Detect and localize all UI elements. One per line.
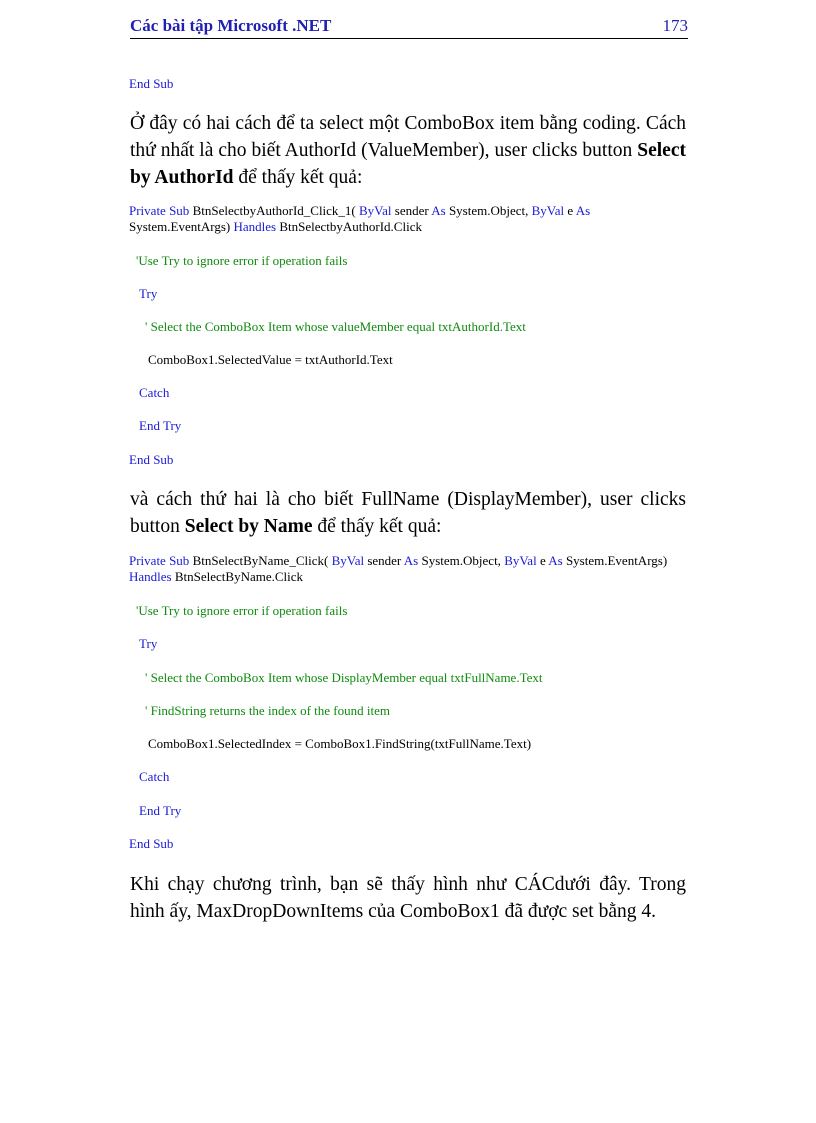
code-try-2: Try xyxy=(139,636,158,651)
code-try: Try xyxy=(139,286,158,301)
code-end-try: End Try xyxy=(139,418,182,433)
code-end-try-2: End Try xyxy=(139,803,182,818)
paragraph-second-method: và cách thứ hai là cho biết FullName (DisplayMember), user clicks button Select by Name để thấy kết quả: xyxy=(130,489,686,537)
paragraph-result: Khi chạy chương trình, bạn sẽ thấy hình như CÁCdưới đây. Trong hình ấy, MaxDropDownItems của ComboBox1 đã được set bằng 4. xyxy=(130,874,686,922)
header-title: Các bài tập Microsoft .NET xyxy=(130,16,332,35)
code-comment-findstring: ' FindString returns the index of the found item xyxy=(145,703,390,718)
code-statement-2: ComboBox1.SelectedIndex = ComboBox1.FindString(txtFullName.Text) xyxy=(148,736,532,751)
code-end-sub-2: End Sub xyxy=(129,452,174,467)
code-end-sub-3: End Sub xyxy=(129,836,174,851)
code-catch-2: Catch xyxy=(139,769,170,784)
code-line-handles-2: Handles BtnSelectByName.Click xyxy=(129,569,304,584)
code-comment-try: 'Use Try to ignore error if operation fails xyxy=(136,253,348,268)
bold-select-by-name: Select by Name xyxy=(184,516,313,537)
page-header xyxy=(130,14,688,39)
bold-select-by-authorid: Select by AuthorId xyxy=(130,140,686,188)
code-comment-try-2: 'Use Try to ignore error if operation fails xyxy=(136,603,348,618)
code-end-sub-1: End Sub xyxy=(129,76,174,91)
code-catch: Catch xyxy=(139,385,170,400)
code-comment-select-2: ' Select the ComboBox Item whose DisplayMember equal txtFullName.Text xyxy=(145,670,543,685)
code-comment-select: ' Select the ComboBox Item whose valueMember equal txtAuthorId.Text xyxy=(145,319,526,334)
code-line-handles: System.EventArgs) Handles BtnSelectbyAuthorId.Click xyxy=(129,219,422,234)
page-number: 173 xyxy=(662,16,688,35)
code-statement: ComboBox1.SelectedValue = txtAuthorId.Text xyxy=(148,352,393,367)
paragraph-intro: Ở đây có hai cách để ta select một ComboBox item bằng coding. Cách thứ nhất là cho biết AuthorId (ValueMember), user clicks button Select by AuthorId để thấy kết quả: xyxy=(130,113,686,188)
code-line-sub-declaration: Private Sub BtnSelectbyAuthorId_Click_1( ByVal sender As System.Object, ByVal e As xyxy=(129,203,591,218)
code-line-sub-declaration-2: Private Sub BtnSelectByName_Click( ByVal sender As System.Object, ByVal e As System.EventArgs) xyxy=(129,553,668,568)
